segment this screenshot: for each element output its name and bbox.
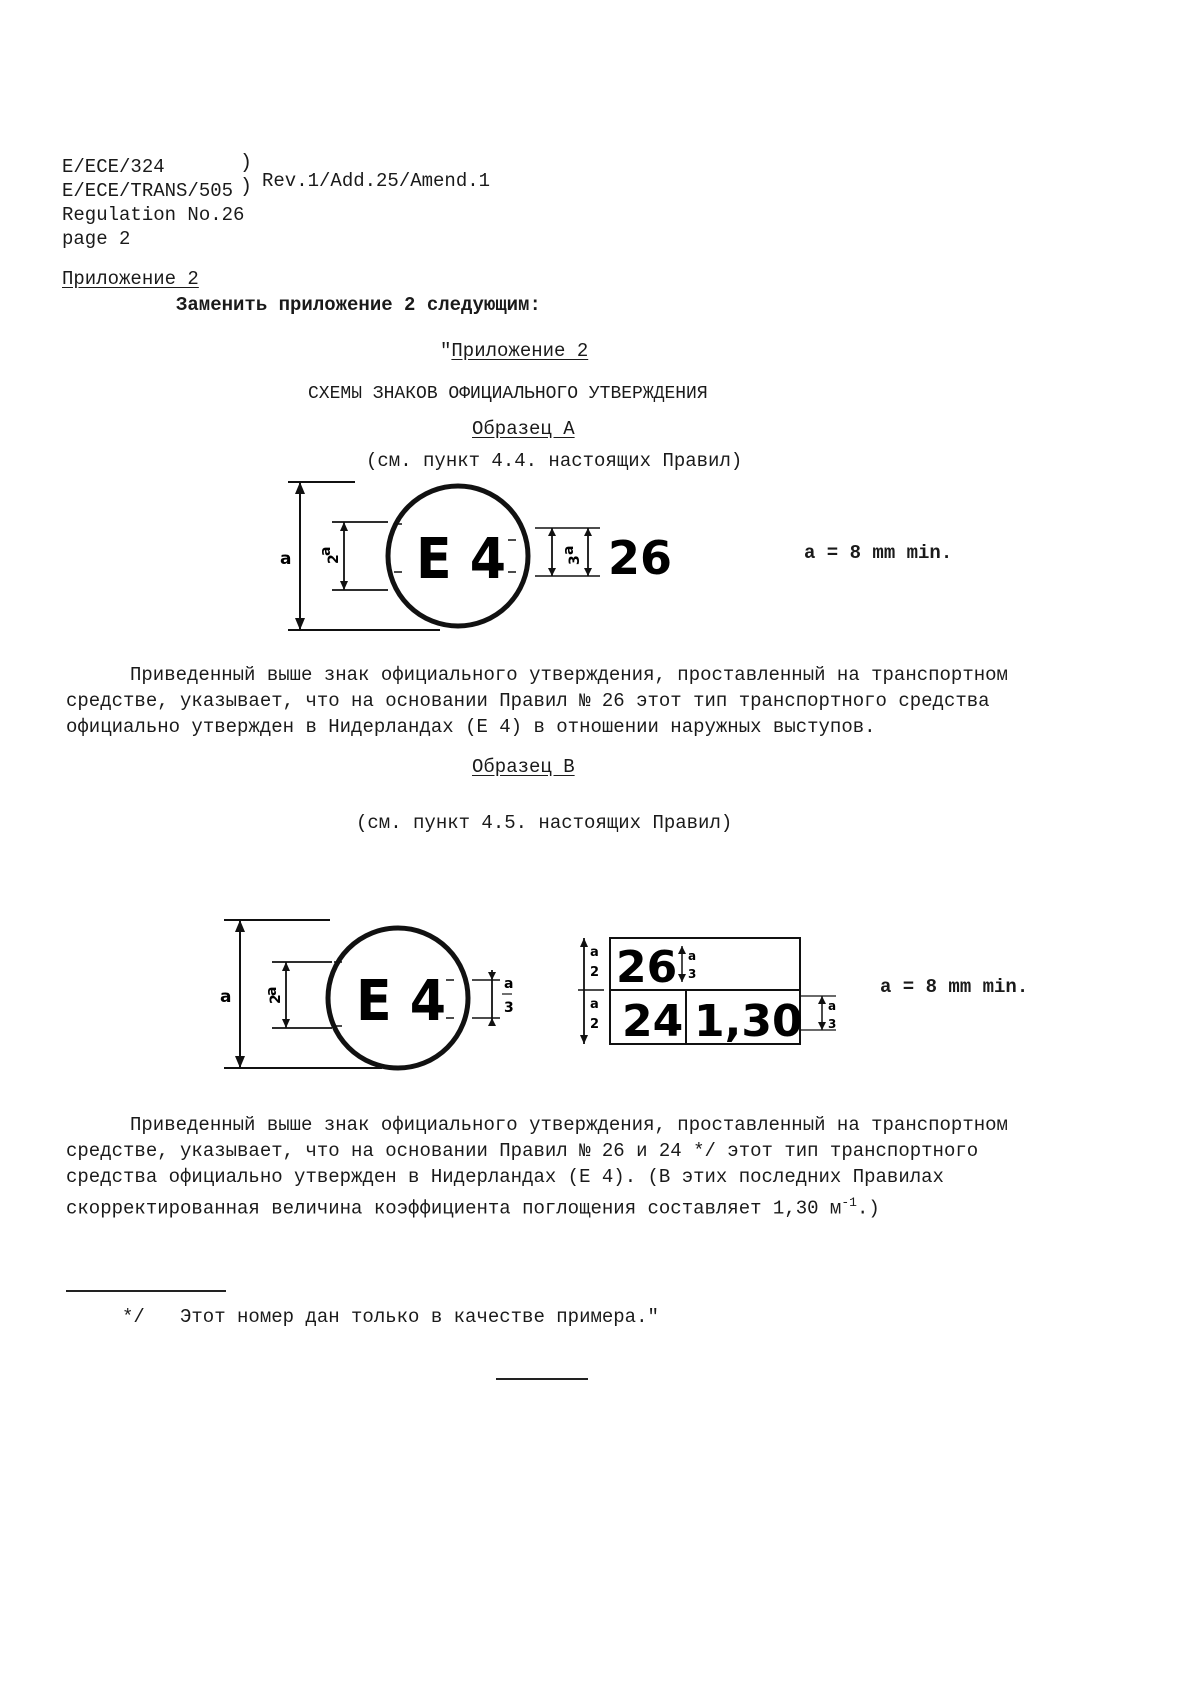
- doc-revision: Rev.1/Add.25/Amend.1: [262, 170, 491, 192]
- model-b-mark: [210, 914, 530, 1074]
- model-b-box-row1-frac-num: a: [688, 949, 697, 963]
- model-a-para-line-3: официально утвержден в Нидерландах (Е 4) в отношении наружных выступов.: [66, 716, 876, 738]
- model-b-para-line-4: скорректированная величина коэффициента поглощения составляет 1,30 м: [66, 1197, 842, 1220]
- model-a-mark: [270, 476, 690, 638]
- doc-symbol-2: E/ECE/TRANS/505: [62, 180, 234, 202]
- model-b-box-frac-num-2: a: [590, 997, 599, 1012]
- model-b-ref: (см. пункт 4.5. настоящих Правил): [356, 812, 733, 834]
- model-a-frac-num: a: [318, 546, 334, 556]
- model-a-mark-text: E 4: [416, 527, 506, 592]
- model-a-frac3-num: a: [561, 545, 577, 555]
- model-b-frac3-num: a: [504, 976, 514, 992]
- model-a-label-a: a: [280, 549, 292, 569]
- model-b-box-frac-den-1: 2: [590, 965, 600, 980]
- model-b-paragraph: [66, 1112, 1066, 1221]
- model-a-ref: (см. пункт 4.4. настоящих Правил): [366, 450, 743, 472]
- model-b-label-a: a: [220, 987, 232, 1007]
- model-b-para-line-4-end: .): [856, 1197, 880, 1220]
- model-b-frac-den: 2: [268, 994, 284, 1004]
- footnote-text: Этот номер дан только в качестве примера.": [180, 1306, 659, 1328]
- end-rule: [496, 1378, 588, 1380]
- model-b-box: [574, 932, 854, 1052]
- model-b-box-right-frac-den: 3: [828, 1017, 837, 1031]
- footnote-marker: */: [122, 1306, 145, 1328]
- model-b-para-line-4-sup: -1: [841, 1195, 857, 1210]
- model-b-box-right-frac-num: a: [828, 999, 837, 1013]
- annex-heading: СХЕМЫ ЗНАКОВ ОФИЦИАЛЬНОГО УТВЕРЖДЕНИЯ: [308, 384, 708, 404]
- annex-title-text: Приложение 2: [451, 340, 589, 362]
- model-b-frac-num: a: [264, 986, 280, 996]
- model-a-dimension: a = 8 mm min.: [804, 542, 953, 564]
- model-b-box-frac-den-2: 2: [590, 1017, 600, 1032]
- regulation-number: Regulation No.26: [62, 204, 245, 226]
- model-a-frac3-den: 3: [567, 555, 583, 565]
- model-a-paragraph: [66, 662, 1066, 740]
- doc-brace: ) ): [240, 152, 253, 199]
- model-b-mark-text: E 4: [356, 969, 446, 1034]
- model-b-para-line-2: средстве, указывает, что на основании Правил № 26 и 24 */ этот тип транспортного: [66, 1140, 979, 1162]
- model-b-box-row2-col2: 1,30: [694, 996, 803, 1047]
- annex-title: "Приложение 2: [440, 340, 589, 362]
- model-a-reg-number: 26: [608, 531, 673, 585]
- model-a-para-line-1: Приведенный выше знак официального утверждения, проставленный на транспортном: [130, 664, 1008, 686]
- model-a-para-line-2: средстве, указывает, что на основании Правил № 26 этот тип транспортного средства: [66, 690, 990, 712]
- doc-symbol-1: E/ECE/324: [62, 156, 165, 178]
- section-instruction: Заменить приложение 2 следующим:: [176, 294, 541, 316]
- model-b-box-row2-col1: 24: [622, 996, 684, 1047]
- model-b-box-row1-frac-den: 3: [688, 967, 697, 981]
- model-a-title: Образец А: [472, 418, 575, 440]
- section-title: Приложение 2: [62, 268, 199, 290]
- model-b-para-line-1: Приведенный выше знак официального утверждения, проставленный на транспортном: [130, 1114, 1008, 1136]
- page-number: page 2: [62, 228, 131, 250]
- model-b-box-frac-num-1: a: [590, 945, 599, 960]
- model-b-frac3-den: 3: [504, 1000, 514, 1016]
- model-a-frac-den: 2: [326, 554, 342, 564]
- model-b-title: Образец В: [472, 756, 575, 778]
- model-b-box-row1: 26: [616, 942, 678, 993]
- model-b-dimension: a = 8 mm min.: [880, 976, 1029, 998]
- footnote-rule: [66, 1290, 226, 1292]
- model-b-para-line-3: средства официально утвержден в Нидерландах (Е 4). (В этих последних Правилах: [66, 1166, 944, 1188]
